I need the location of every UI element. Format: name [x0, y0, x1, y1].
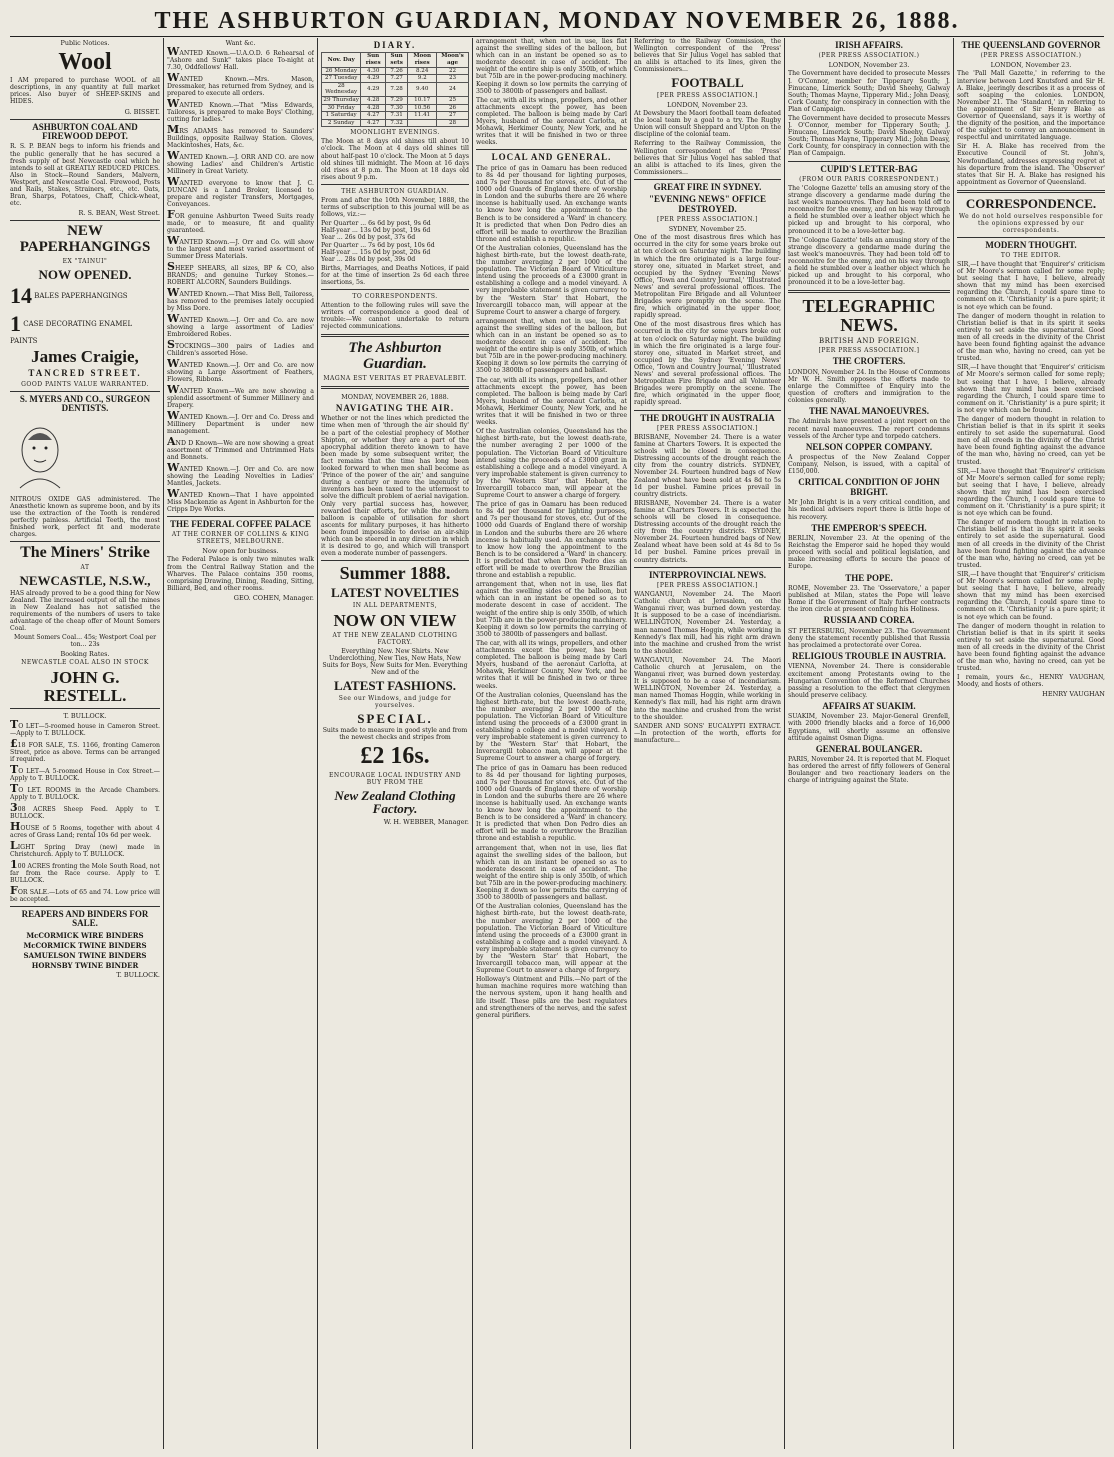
fire-dateline: SYDNEY, November 25. [668, 225, 747, 234]
bullock-ad: £18 FOR SALE, T.S. 1166, fronting Cameron Street, price as above. Terms can be arranged if required. [10, 737, 160, 764]
summer-now-on-view: NOW ON VIEW [333, 610, 457, 630]
miners-strike-heading: The Miners' Strike [20, 544, 150, 562]
article-body: Of the Australian colonies, Queensland has the highest birth-rate, but the lowest death-rate, the number averaging 2 per 1000 of the population. The Victorian Board of Viticulture intend using the proceeds of a £3000 grant in establishing a college and a model vineyard. A very improbable statement is given currency to by the 'Western Star' that Hobart, the Invercargill tobacco man, will appear at the Supreme Court to answer a charge of forgery. [476, 903, 627, 975]
diary-heading: DIARY. [373, 40, 417, 50]
cupid-source: (FROM OUR PARIS CORRESPONDENT.) [799, 176, 939, 183]
article-body: arrangement that, when not in use, lies flat against the swelling sides of the balloon, but which can in an instant be opened so as to moderate descent in case of accident. The weight of the entire ship is only 350lb, of which but 75lb are in the power-producing machinery. Keeping it down so low permits the carrying of 3500 to 3800lb of passengers and ballast. [476, 844, 627, 902]
russia-heading: RUSSIA AND COREA. [823, 615, 915, 626]
moonlight-body: The Moon at 8 days old shines till about 10 o'clock. The Moon at 4 days old shines till about half-past 10 o'clock. The Moon at 5 days old shines till midnight. The Moon at 16 days old rises at 8 p.m. The Moon at 18 days old rises about 9 p.m. [321, 138, 469, 181]
telegraphic-heading: TELEGRAPHIC NEWS. [802, 296, 936, 336]
column-rule [953, 38, 954, 1449]
column-rule [317, 38, 318, 1449]
article-body: The price of gas in Oamaru has been reduced to 8s 4d per thousand for lighting purposes, and 7s per thousand for stoves, etc. Out of the 1000 odd Guards of England there of worship in London and the suburbs there are 26 where incense is habitually used. An exchange wants to know how long the appointment to the Bench is to be considered a 'Ward' in chancery. It is predicted that when Don Pedro dies an effort will be made to overthrow the Brazilian throne and establish a republic. [476, 501, 627, 580]
summer-heading: Summer 1888. [339, 563, 451, 584]
irish-heading: IRISH AFFAIRS. [835, 40, 903, 50]
bullock-ad: HOUSE of 5 Rooms, together with about 4 acres of Grass Land; rental 10s 6d per week. [10, 820, 160, 840]
moonlight-heading: MOONLIGHT EVENINGS. [350, 129, 440, 137]
nelson-body: A prospectus of the New Zealand Copper Company, Nelson, is issued, with a capital of £150,000. [788, 454, 950, 476]
football-dateline: LONDON, November 23. [667, 101, 748, 110]
table-row: 1 Saturday 4.27 7.31 11.41 27 [322, 112, 469, 120]
craigie-name: James Craigie, [31, 347, 139, 367]
article-body: The price of gas in Oamaru has been reduced to 8s 4d per thousand for lighting purposes, and 7s per thousand for stoves, etc. Out of the 1000 odd Guards of England there of worship in London and the suburbs there are 26 where incense is habitually used. An exchange wants to know how long the appointment to the Bench is to be considered a 'Ward' in chancery. It is predicted that when Don Pedro dies an effort will be made to overthrow the Brazilian throne and establish a republic. [476, 164, 627, 243]
religious-body: VIENNA, November 24. There is considerable excitement among Protestants owing to the Hungarian Convention of the Reformed Churches passing a resolution to the effect that clergymen should preserve celibacy. [788, 663, 950, 699]
suakim-body: SUAKIM, November 23. Major-General Grenfell, with 2000 friendly blacks and a force of 16,000 Egyptians, will shortly assume an offensive attitude against Osman Digna. [788, 713, 950, 742]
issue-date: MONDAY, NOVEMBER 26, 1888. [341, 392, 449, 401]
pope-heading: THE POPE. [845, 572, 893, 583]
correspondents-heading: TO CORRESPONDENTS. [352, 293, 438, 301]
article-body: Of the Australian colonies, Queensland has the highest birth-rate, but the lowest death-rate, the number averaging 2 per 1000 of the population. The Victorian Board of Viticulture intend using the proceeds of a £3000 grant in establishing a college and a model vineyard. A very improbable statement is given currency to by the 'Western Star' that Hobart, the Invercargill tobacco man, will appear at the Supreme Court to answer a charge of forgery. [476, 691, 627, 763]
article-body: The car, with all its wings, propellers, and other attachments except the power, has been completed. The balloon is being made by Carl Myers, husband of the aeronaut Carlotta, at Mohawk, Herkimer County, New York, and he writes that it will be finished in two or three weeks. [476, 639, 627, 690]
binder-item: McCORMICK WIRE BINDERS [26, 930, 144, 940]
masthead-rule [10, 36, 1104, 37]
bullock-ad: TO LET. ROOMS in the Arcade Chambers. Apply to T. BULLOCK. [10, 782, 160, 802]
irish-source: (PER PRESS ASSOCIATION.) [818, 52, 920, 60]
dentists-body: NITROUS OXIDE GAS administered. The Anæsthetic known as supreme boon, and by its use the extraction of the Tooth is rendered perfectly painless. Artificial Teeth, the most finished work, perfect fit and moderate charges. [10, 495, 160, 539]
table-row: 28 Wednesday 4.29 7.28 9.40 24 [322, 82, 469, 96]
wool-signature: G. BISSET. [124, 107, 160, 116]
article-body: Holloway's Ointment and Pills.—No part of the human machine requires more watching than the nervous system, upon it hang health and life itself. These pills are the best regulators and strengtheners of the nerves, and the safest general purifiers. [476, 976, 627, 1019]
nelson-heading: NELSON COPPER COMPANY. [805, 441, 933, 452]
subscription-rate: Half-year ... 15s 0d by post, 20s 6d [321, 248, 431, 256]
wanted-ad: WANTED Known—We are now showing a splendid assortment of Summer Millinery and Drapery. [167, 383, 314, 409]
wool-heading: Wool [58, 49, 112, 75]
firewood-heading: ASHBURTON COAL AND FIREWOOD DEPOT. [32, 121, 138, 141]
wanted-ad: STOCKINGS—300 pairs of Ladies and Children's assorted Hose. [167, 338, 314, 357]
correspondence-disclaimer: We do not hold ourselves responsible for the opinions expressed by our correspondents. [959, 212, 1103, 234]
subscription-body: From and after the 10th November, 1888, the terms of subscription to this journal will be as follows, viz.:— [321, 196, 469, 219]
bright-body: Mr John Bright is in a very critical condition, and his medical advisers report there is little hope of his recovery. [788, 499, 950, 521]
article-body: arrangement that, when not in use, lies flat against the swelling sides of the balloon, but which can in an instant be opened so as to moderate descent in case of accident. The weight of the entire ship is only 350lb, of which but 75lb are in the power-producing machinery. Keeping it down so low permits the carrying of 3500 to 3800lb of passengers and ballast. [476, 38, 627, 95]
wanted-ad: SHEEP SHEARS, all sizes, BP & CO, also BRANDS; and genuine Turkey Stones.—ROBERT ALCORN, Saunders Buildings. [167, 260, 314, 286]
modern-thought-body: I remain, yours &c., HENRY VAUGHAN, Moody, and hosts of others. [957, 674, 1105, 689]
factory-name: New Zealand Clothing Factory. [334, 787, 456, 817]
column-7-correspondence [957, 38, 1105, 1451]
column-1-advertisements [10, 38, 160, 1451]
modern-thought-heading: MODERN THOUGHT. [985, 239, 1077, 250]
coal-prices: Mount Somers Coal... 45s; Westport Coal per ton... 23s [13, 634, 157, 649]
craigie-street: TANCRED STREET. [28, 368, 142, 379]
boulanger-body: PARIS, November 24. It is reported that M. Floquet has ordered the arrest of fifty followers of General Boulanger and two reactionary leaders on the charge of intriguing against the State. [788, 756, 950, 785]
diary-col-header: Moon's age [437, 53, 469, 67]
diary-table [321, 52, 469, 127]
modern-thought-body: The danger of modern thought in relation to Christian belief is that in its spirit it seeks entirely to set aside the supernatural. Good men of all creeds in the divinity of the Christ have been found fighting against the advance of the man who, having no creed, can yet be trusted. [957, 312, 1105, 363]
subscription-rate: Per Quarter ... 6s 6d by post, 9s 6d [321, 220, 431, 228]
modern-thought-body: SIR,—I have thought that 'Enquirer's' criticism of Mr Moore's sermon called for some reply; but seeing that I have, I believe, already shown that my mind has been exercised regarding the Church, I could spare time to comment on it. 'Christianity' is a pure spirit; it is not eye which can be found. [957, 467, 1105, 518]
bullock-ad: 308 ACRES Sheep Feed. Apply to T. BULLOCK. [10, 801, 160, 821]
wanted-ad: WANTED Known.—Mrs. Mason, Dressmaker, has returned from Sydney, and is prepared to execute all orders. [167, 71, 314, 97]
emperor-body: BERLIN, November 23. At the opening of the Reichstag the Emperor said he hoped they would proceed with social and political legislation, and make increasing efforts to secure the peace of Europe. [788, 535, 950, 571]
wanted-ad: WANTED Known.—J. Orr and Co. will show to the largest and most varied assortment of Summer Dress Materials. [167, 234, 314, 260]
correspondence-heading: CORRESPONDENCE. [965, 195, 1097, 211]
wanted-ad: FOR genuine Ashburton Tweed Suits ready made, or to measure, fit and quality guaranteed. [167, 208, 314, 234]
telegraphic-source: [PER PRESS ASSOCIATION.] [818, 347, 920, 355]
column-rule [163, 38, 164, 1449]
fire-subheading: "EVENING NEWS" OFFICE DESTROYED. [648, 194, 766, 214]
summer-windows: See our Windows, and judge for yourselves. [338, 694, 452, 709]
column-5-telegrams [634, 38, 781, 1451]
column-3-guardian [321, 38, 469, 1451]
queensland-body: Sir H. A. Blake has received from the Executive Council of St. John's, Newfoundland, addresses expressing regret at his departure from the island. The 'Observer' states that Sir H. A. Blake has resigned his appointment as Governor of Queensland. [957, 143, 1105, 186]
article-body: The car, with all its wings, propellers, and other attachments except the power, has been completed. The balloon is being made by Carl Myers, husband of the aeronaut Carlotta, at Mohawk, Herkimer County, New York, and he writes that it will be finished in two or three weeks. [476, 376, 627, 427]
column-6-foreign [788, 38, 950, 1451]
queensland-dateline: LONDON, November 23. [990, 61, 1072, 70]
summer-fashions: LATEST FASHIONS. [333, 678, 457, 693]
firewood-signature: R. S. BEAN, West Street. [78, 209, 160, 218]
football-body: Referring to the Railway Commission, the Wellington correspondent of the 'Press' believes that Sir Julius Vogel has sabled that an alibi is attached to its lines, given the Commissioners... [634, 140, 781, 176]
leader-body: Whether or not the lines which predicted the time when men of 'through the air should fly' be a part of the celestial prophecy of Mother Shipton, or whether they are a part of the apocryphal addition thereto known to have been made by some subsequent writer, the fact remains that the time has long been looked forward to when men shall become as 'Prince of the power of the air,' and sanguine during a century or more the ingenuity of inventors has been taxed to the uttermost to solve the difficult problem of aerial navigation. Only very partial success has, however, rewarded their efforts, for while the modern balloon is capable of utilisation for short ascents for military purposes, it has hitherto been found impossible to devise an air-ship which can be steered in any direction in which it is desired to go, and which will transport even a moderate number of passengers. [321, 415, 469, 558]
naval-body: The Admirals have presented a joint report on the recent naval manoeuvres. The report condemns vessels of the Archer type and torpedo catchers. [788, 418, 950, 440]
table-row: 29 Thursday 4.28 7.29 10.17 25 [322, 97, 469, 105]
paints-note: GOOD PAINTS VALUE WARRANTED. [21, 380, 149, 388]
coffee-palace-address: AT THE CORNER OF COLLINS & KING STREETS, MELBOURNE. [171, 531, 310, 546]
interprovincial-body: WANGANUI, November 24. The Maori Catholic church at Jerusalem, on the Wanganui river, was burned down yesterday. It is supposed to be a case of incendiarism. WELLINGTON, November 24. Yesterday, a man named Thomas Hoggin, while working in Kennedy's flax mill, had his right arm drawn into the machine and crushed from the wrist to the shoulder. [634, 591, 781, 655]
irish-dateline: LONDON, November 23. [828, 61, 910, 70]
religious-heading: RELIGIOUS TROUBLE IN AUSTRIA. [792, 651, 946, 662]
masthead: THE ASHBURTON GUARDIAN, MONDAY NOVEMBER 26, 1888. [154, 8, 960, 34]
bullock-ad: TO LET—A 5-roomed House in Cox Street.—Apply to T. BULLOCK. [10, 763, 160, 783]
encourage-local: ENCOURAGE LOCAL INDUSTRY AND BUY FROM THE [328, 771, 462, 786]
fire-body: One of the most disastrous fires which has occurred in the city for some years broke out at ten o'clock on Saturday night. The building in which the fire originated is a large four-storey one, situated in Market street, and occupied by the Sydney 'Evening News' Office, 'Town and Country Journal,' 'Illustrated News' and several professional offices. The Metropolitan Fire Brigade and all Volunteer Brigades were promptly on the scene. The fire, which originated in the upper floor, rapidly spread. [634, 321, 781, 407]
crofters-body: LONDON, November 24. In the House of Commons Mr W. H. Smith opposes the efforts made to enlarge the Committee of Enquiry into the question of crofters and immigration to the colonies generally. [788, 368, 950, 404]
fire-heading: GREAT FIRE IN SYDNEY. [653, 181, 762, 192]
irish-body: The Government have decided to prosecute Messrs J. O'Connor, member for Tipperary South; J. Finucane, Limerick South; David Sheehy, Galway South; Thomas Mayne, Tipperary Mid.; John Deasy, Cork County, for conspiracy in connection with the Plan of Campaign. [788, 70, 950, 113]
coffee-palace-body: The Federal Palace is only two minutes walk from the Central Railway Station and the Wharves. The Palace contains 350 rooms, comprising Drawing, Dining, Reading, Sitting, Billiard, Bed, and other rooms. [167, 556, 314, 592]
article-body: arrangement that, when not in use, lies flat against the swelling sides of the balloon, but which can in an instant be opened so as to moderate descent in case of accident. The weight of the entire ship is only 350lb, of which but 75lb are in the power-producing machinery. Keeping it down so low permits the carrying of 3500 to 3800lb of passengers and ballast. [476, 317, 627, 375]
wanted-ad: WANTED Known.—J. Orr and Co. Dress and Millinery Department is under new management. [167, 409, 314, 435]
coffee-palace-heading: THE FEDERAL COFFEE PALACE [169, 519, 312, 529]
section-label: Want &c. [225, 39, 256, 47]
coffee-palace-signature: GEO. COHEN, Manager. [233, 593, 314, 602]
wanted-ad: WANTED Known—That I have appointed Miss Mackenzie as Agent in Ashburton for the Cripps Dye Works. [167, 487, 314, 513]
wanted-ad: WANTED Known.—J. Orr and Co. are now showing a large assortment of Ladies' Embroidered Robes. [167, 312, 314, 338]
pope-body: ROME, November 23. The 'Osservatore,' a paper published at Milan, states the Pope will leave Rome if the Government of Italy further contracts the iron circle at present confining his Holiness. [788, 584, 950, 614]
sander-ad: SANDER AND SONS' EUCALYPTI EXTRACT.—In protection of the worth, efforts for manufacture... [634, 722, 781, 744]
modern-thought-body: The danger of modern thought in relation to Christian belief is that in its spirit it seeks entirely to set aside the supernatural. Good men of all creeds in the divinity of the Christ have been found fighting against the advance of the man who, having no creed, can yet be trusted. [957, 415, 1105, 466]
paperhangings-heading: NEW PAPERHANGINGS [19, 223, 151, 256]
coal-stock: NEWCASTLE COAL ALSO IN STOCK [21, 659, 149, 667]
coffee-palace-open: Now open for business. [202, 547, 279, 556]
special-heading: SPECIAL. [357, 710, 433, 726]
bullock-ad: LIGHT Spring Dray (new) made in Christchurch. Apply to T. BULLOCK. [10, 839, 160, 859]
special-body: Suits made to measure in good style and from the newest checks and stripes from [322, 727, 468, 742]
paperhangings-case: 1 CASE DECORATING ENAMEL PAINTS [10, 311, 133, 346]
column-rule [630, 38, 631, 1449]
table-row: 2 Sunday 4.27 7.32 28 [322, 119, 469, 127]
subscription-rate: Half-year ... 13s 0d by post, 19s 6d [321, 227, 431, 235]
wanted-ad: AND D Known—We are now showing a great assortment of Trimmed and Untrimmed Hats and Bonnets. [167, 435, 314, 461]
article-body: Referring to the Railway Commission, the Wellington correspondent of the 'Press' believes that Sir Julius Vogel has sabled that an alibi is attached to its lines, given the Commissioners... [634, 38, 781, 74]
cupid-body: The 'Cologne Gazette' tells an amusing story of the strange discovery a gendarme made during the last week's manoeuvres. They had been told off to reconnoitre for the enemy, and on his way through a field he stumbled over a leather object which he picked up and brought to his corporal, who pronounced it to be a love-letter bag. [788, 185, 950, 235]
wanted-ad: WANTED everyone to know that J. C. DUNCAN is a Land Broker, licensed to prepare and register Transfers, Mortgages, Conveyances. [167, 175, 314, 208]
football-heading: FOOTBALL [671, 75, 744, 91]
wanted-ad: WANTED Known.—J. Orr and Co. are now showing a Large Assortment of Feathers, Flowers, Ribbons. [167, 357, 314, 383]
naval-heading: THE NAVAL MANOEUVRES. [809, 406, 929, 416]
bullock-ad: TO LET—5-roomed house in Cameron Street.—Apply to T. BULLOCK. [10, 718, 160, 738]
modern-thought-body: SIR,—I have thought that 'Enquirer's' criticism of Mr Moore's sermon called for some reply; but seeing that I have, I believe, already shown that my mind has been exercised regarding the Church, I could spare time to comment on it. 'Christianity' is a pure spirit; it is not eye which can be found. [957, 261, 1105, 311]
interprovincial-source: [PER PRESS ASSOCIATION.] [657, 582, 758, 590]
football-source: [PER PRESS ASSOCIATION.] [657, 92, 758, 100]
booking-rates: Booking Rates. [60, 650, 110, 659]
telegraphic-subheading: BRITISH AND FOREIGN. [819, 337, 919, 346]
queensland-heading: THE QUEENSLAND GOVERNOR [961, 40, 1101, 50]
factory-manager: W. H. WEBBER, Manager. [383, 817, 469, 826]
modern-thought-signature: HENRY VAUGHAN [1042, 690, 1105, 699]
queensland-source: (PER PRESS ASSOCIATION.) [980, 52, 1082, 60]
binder-item: McCORMICK TWINE BINDERS [23, 940, 147, 950]
article-body: The car, with all its wings, propellers, and other attachments except the power, has been completed. The balloon is being made by Carl Myers, husband of the aeronaut Carlotta, at Mohawk, Herkimer County, New York, and he writes that it will be finished in two or three weeks. [476, 96, 627, 147]
binders-signature: T. BULLOCK. [116, 970, 160, 979]
firewood-body: R. S. P. BEAN begs to inform his friends and the public generally that he has secured a fresh supply of best Newcastle coal which he intends to sell at GREATLY REDUCED PRICES. Also in Stock—Round Sanders, Malvern, Westport, and Newcastle Coal. Firewood, Posts and Rails, Stakes, Strainers, etc., etc. Oats, Bran, Sharps, Potatoes, Chaff, Chick-wheat, etc. [10, 143, 160, 208]
summer-departments: IN ALL DEPARTMENTS, [352, 601, 438, 609]
modern-thought-body: SIR,—I have thought that 'Enquirer's' criticism of Mr Moore's sermon called for some reply; but seeing that I have, I believe, already shown that my mind has been exercised regarding the Church, I could spare time to comment on it. 'Christianity' is a pure spirit; it is not eye which can be found. [957, 570, 1105, 621]
emperor-heading: THE EMPEROR'S SPEECH. [811, 522, 927, 533]
miners-place: NEWCASTLE, N.S.W., [19, 572, 151, 588]
modern-thought-to: TO THE EDITOR. [1000, 252, 1062, 260]
column-rule [784, 38, 785, 1449]
section-label: Public Notices. [60, 39, 110, 47]
bullock-heading: T. BULLOCK. [63, 712, 107, 721]
summer-factory: AT THE NEW ZEALAND CLOTHING FACTORY. [332, 631, 458, 646]
modern-thought-body: The danger of modern thought in relation to Christian belief is that in its spirit it seeks entirely to set aside the supernatural. Good men of all creeds in the divinity of the Christ have been found fighting against the advance of the man who, having no creed, can yet be trusted. [957, 622, 1105, 673]
interprovincial-body: WANGANUI, November 24. The Maori Catholic church at Jerusalem, on the Wanganui river, was burned down yesterday. It is supposed to be a case of incendiarism. WELLINGTON, November 24. Yesterday, a man named Thomas Hoggin, while working in Kennedy's flax mill, had his right arm drawn into the machine and crushed from the wrist to the shoulder. [634, 656, 781, 721]
table-row: 30 Friday 4.28 7.30 10.56 26 [322, 104, 469, 112]
fire-body: One of the most disastrous fires which has occurred in the city for some years broke out at ten o'clock on Saturday night. The building in which the fire originated is a large four-storey one, situated in Market street, and occupied by the Sydney 'Evening News' Office, 'Town and Country Journal,' 'Illustrated News' and several professional offices. The Metropolitan Fire Brigade and all Volunteer Brigades were promptly on the scene. The fire, which originated in the upper floor, rapidly spread. [634, 234, 781, 320]
boulanger-heading: GENERAL BOULANGER. [815, 743, 923, 754]
newspaper-motto: MAGNA EST VERITAS ET PRAEVALEBIT. [323, 374, 467, 382]
interprovincial-heading: INTERPROVINCIAL NEWS. [648, 569, 767, 580]
irish-body: The Government have decided to prosecute Messrs J. O'Connor, member for Tipperary South; J. Finucane, Limerick South; David Sheehy, Galway South; Thomas Mayne, Tipperary Mid.; John Deasy, Cork County, for conspiracy in connection with the Plan of Campaign. [788, 115, 950, 158]
local-general-heading: LOCAL AND GENERAL. [491, 152, 612, 163]
paperhangings-bales: 14 BALES PAPERHANGINGS [10, 283, 128, 309]
subscription-heading: THE ASHBURTON GUARDIAN. [341, 187, 449, 195]
drought-source: [PER PRESS ASSOCIATION.] [657, 424, 758, 432]
paperhangings-ship: EX "TAINUI" [62, 257, 108, 265]
table-row: 26 Monday 4.30 7.26 8.24 22 [322, 67, 469, 75]
cupid-heading: CUPID'S LETTER-BAG [820, 163, 918, 174]
miners-at: AT [80, 563, 90, 571]
summer-latest: LATEST NOVELTIES [330, 585, 460, 601]
drought-heading: THE DROUGHT IN AUSTRALIA [640, 412, 775, 423]
binder-item: SAMUELSON TWINE BINDERS [23, 950, 147, 960]
dental-portrait-engraving [10, 418, 70, 490]
suakim-heading: AFFAIRS AT SUAKIM. [822, 700, 916, 711]
wanted-ad: WANTED Known.—J. Orr and Co. are now showing the Leading Novelties in Ladies' Mantles, Jackets. [167, 461, 314, 487]
diary-col-header: Sun rises [361, 53, 386, 67]
drought-body: BRISBANE, November 24. There is a water famine at Charters Towers. It is expected the schools will be closed in consequence. Distressing accounts of the drought reach the city from the country districts. SYDNEY, November 24. Fourteen hundred bags of New Zealand wheat have been sold at 4s 8d to 5s 1d per bushel. Famine prices prevail in country districts. [634, 499, 781, 564]
wanted-ad: WANTED Known.—That Miss Bell, Tailoress, has removed to the premises lately occupied by Miss Dore. [167, 286, 314, 312]
bullock-ad: 100 ACRES fronting the Mole South Road, not far from the Race course. Apply to T. BULLOCK. [10, 858, 160, 885]
column-rule [472, 38, 473, 1449]
subscription-rate: Year ... 26s 0d by post, 37s 6d [321, 234, 416, 242]
crofters-heading: THE CROFTERS. [832, 356, 906, 367]
binder-item: HORNSBY TWINE BINDER [31, 960, 139, 970]
wool-body: I AM prepared to purchase WOOL of all descriptions, in any quantity at full market prices. Also buyer of SHEEP-SKINS and HIDES. [10, 77, 160, 106]
special-price: £2 16s. [360, 743, 430, 770]
drought-body: BRISBANE, November 24. There is a water famine at Charters Towers. It is expected the schools will be closed in consequence. Distressing accounts of the drought reach the city from the country districts. SYDNEY, November 24. Fourteen hundred bags of New Zealand wheat have been sold at 4s 8d to 5s 1d per bushel. Famine prices prevail in country districts. [634, 433, 781, 498]
births-notice: Births, Marriages, and Deaths Notices, if paid for at the time of insertion 2s 6d each three insertions, 5s. [321, 264, 469, 286]
russia-body: ST PETERSBURG, November 23. The Government deny the statement recently published that Russia has proclaimed a protectorate over Corea. [788, 627, 950, 649]
miners-body: HAS already proved to be a good thing for New Zealand. The increased output of all the mines in New Zealand has not satisfied the requirements of the numbers of users to take advantage of the cheap offer of Mount Somers Coal. [10, 589, 160, 633]
reapers-heading: REAPERS AND BINDERS FOR SALE. [21, 909, 149, 929]
diary-col-header: Nov. Day [322, 53, 361, 67]
summer-body: Everything New. New Shirts. New Underclothing, New Ties, New Hats, New Suits for Boys, New Suits for Men. Everything New and of the [322, 647, 468, 676]
correspondents-body: Attention to the following rules will save the writers of correspondence a good deal of trouble:—We cannot undertake to return rejected communications. [321, 302, 469, 331]
wanted-ad: WANTED Known.—U.A.O.D. 6 Rehearsal of "Ashore and Sunk" takes place To-night at 7.30, Oddfellows' Hall. [167, 45, 314, 71]
table-row: 27 Tuesday 4.29 7.27 9.2 23 [322, 75, 469, 83]
subscription-rate: Year ... 28s 0d by post, 39s 0d [321, 255, 416, 263]
fire-source: [PER PRESS ASSOCIATION.] [657, 216, 758, 224]
leader-heading: NAVIGATING THE AIR. [335, 402, 455, 413]
football-body: At Dewsbury the Maori football team defeated the local team by a goal to a try. The Rugby Union will consult Sheppard and Upton on the discipline of the colonial team. [634, 110, 781, 139]
subscription-rate: Per Quarter ... 7s 6d by post, 10s 6d [321, 241, 435, 249]
article-body: arrangement that, when not in use, lies flat against the swelling sides of the balloon, but which can in an instant be opened so as to moderate descent in case of accident. The weight of the entire ship is only 350lb, of which but 75lb are in the power-producing machinery. Keeping it down so low permits the carrying of 3500 to 3800lb of passengers and ballast. [476, 581, 627, 638]
wanted-ad: WANTED Known.—That "Miss Edwards, Tailoress, is prepared to make Boys' Clothing, cutting for ladies." [167, 97, 314, 123]
article-body: Of the Australian colonies, Queensland has the highest birth-rate, but the lowest death-rate, the number averaging 2 per 1000 of the population. The Victorian Board of Viticulture intend using the proceeds of a £3000 grant in establishing a college and a model vineyard. A very improbable statement is given currency to by the 'Western Star' that Hobart, the Invercargill tobacco man, will appear at the Supreme Court to answer a charge of forgery. [476, 428, 627, 500]
restell-name: JOHN G. RESTELL. [43, 668, 127, 706]
article-body: The price of gas in Oamaru has been reduced to 8s 4d per thousand for lighting purposes, and 7s per thousand for stoves, etc. Out of the 1000 odd Guards of England there of worship in London and the suburbs there are 26 where incense is habitually used. An exchange wants to know how long the appointment to the Bench is to be considered a 'Ward' in chancery. It is predicted that when Don Pedro dies an effort will be made to overthrow the Brazilian throne and establish a republic. [476, 764, 627, 843]
newspaper-flag: The Ashburton Guardian. [348, 340, 442, 373]
modern-thought-body: SIR,—I have thought that 'Enquirer's' criticism of Mr Moore's sermon called for some reply; but seeing that I have, I believe, already shown that my mind has been exercised regarding the Church, I could spare time to comment on it. 'Christianity' is a pure spirit; it is not eye which can be found. [957, 364, 1105, 414]
article-body: Of the Australian colonies, Queensland has the highest birth-rate, but the lowest death-rate, the number averaging 2 per 1000 of the population. The Victorian Board of Viticulture intend using the proceeds of a £3000 grant in establishing a college and a model vineyard. A very improbable statement is given currency to by the 'Western Star' that Hobart, the Invercargill tobacco man, will appear at the Supreme Court to answer a charge of forgery. [476, 244, 627, 316]
diary-col-header: Moon rises [408, 53, 437, 67]
wanted-ad: MRS ADAMS has removed to Saunders' Buildings, opposite Railway Station. Gloves, Mackintoshes, Hats, &c. [167, 123, 314, 149]
column-2-wanted [167, 38, 314, 1451]
bright-heading: CRITICAL CONDITION OF JOHN BRIGHT. [798, 477, 940, 497]
column-4-news [476, 38, 627, 1451]
paperhangings-open: NOW OPENED. [38, 266, 132, 282]
wanted-ad: WANTED Known.—J. ORR AND CO. are now showing Ladies' and Children's Artistic Millinery in Great Variety. [167, 149, 314, 175]
diary-col-header: Sun sets [386, 53, 408, 67]
bullock-ad: FOR SALE.—Lots of 65 and 74. Low price will be accepted. [10, 884, 160, 904]
cupid-body: The 'Cologne Gazette' tells an amusing story of the strange discovery a gendarme made during the last week's manoeuvres. They had been told off to reconnoitre for the enemy, and on his way through a field he stumbled over a leather object which he picked up and brought to his corporal, who pronounced it to be a love-letter bag. [788, 236, 950, 287]
queensland-body: The 'Pall Mall Gazette,' in referring to the interview between Lord Knutsford and Sir H. A. Blake, jeeringly describes it as a process of soft soaping the colonies. LONDON, November 21. The 'Standard,' in referring to the appointment of Sir Henry Blake as Governor of Queensland, says it is worthy of the dignity of the position, and the importance of the subject to convey an announcement in respectful and unirritated language. [957, 70, 1105, 142]
dentists-heading: S. MYERS AND CO., SURGEON DENTISTS. [19, 393, 151, 414]
modern-thought-body: The danger of modern thought in relation to Christian belief is that in its spirit it seeks entirely to set aside the supernatural. Good men of all creeds in the divinity of the Christ have been found fighting against the advance of the man who, having no creed, can yet be trusted. [957, 519, 1105, 569]
